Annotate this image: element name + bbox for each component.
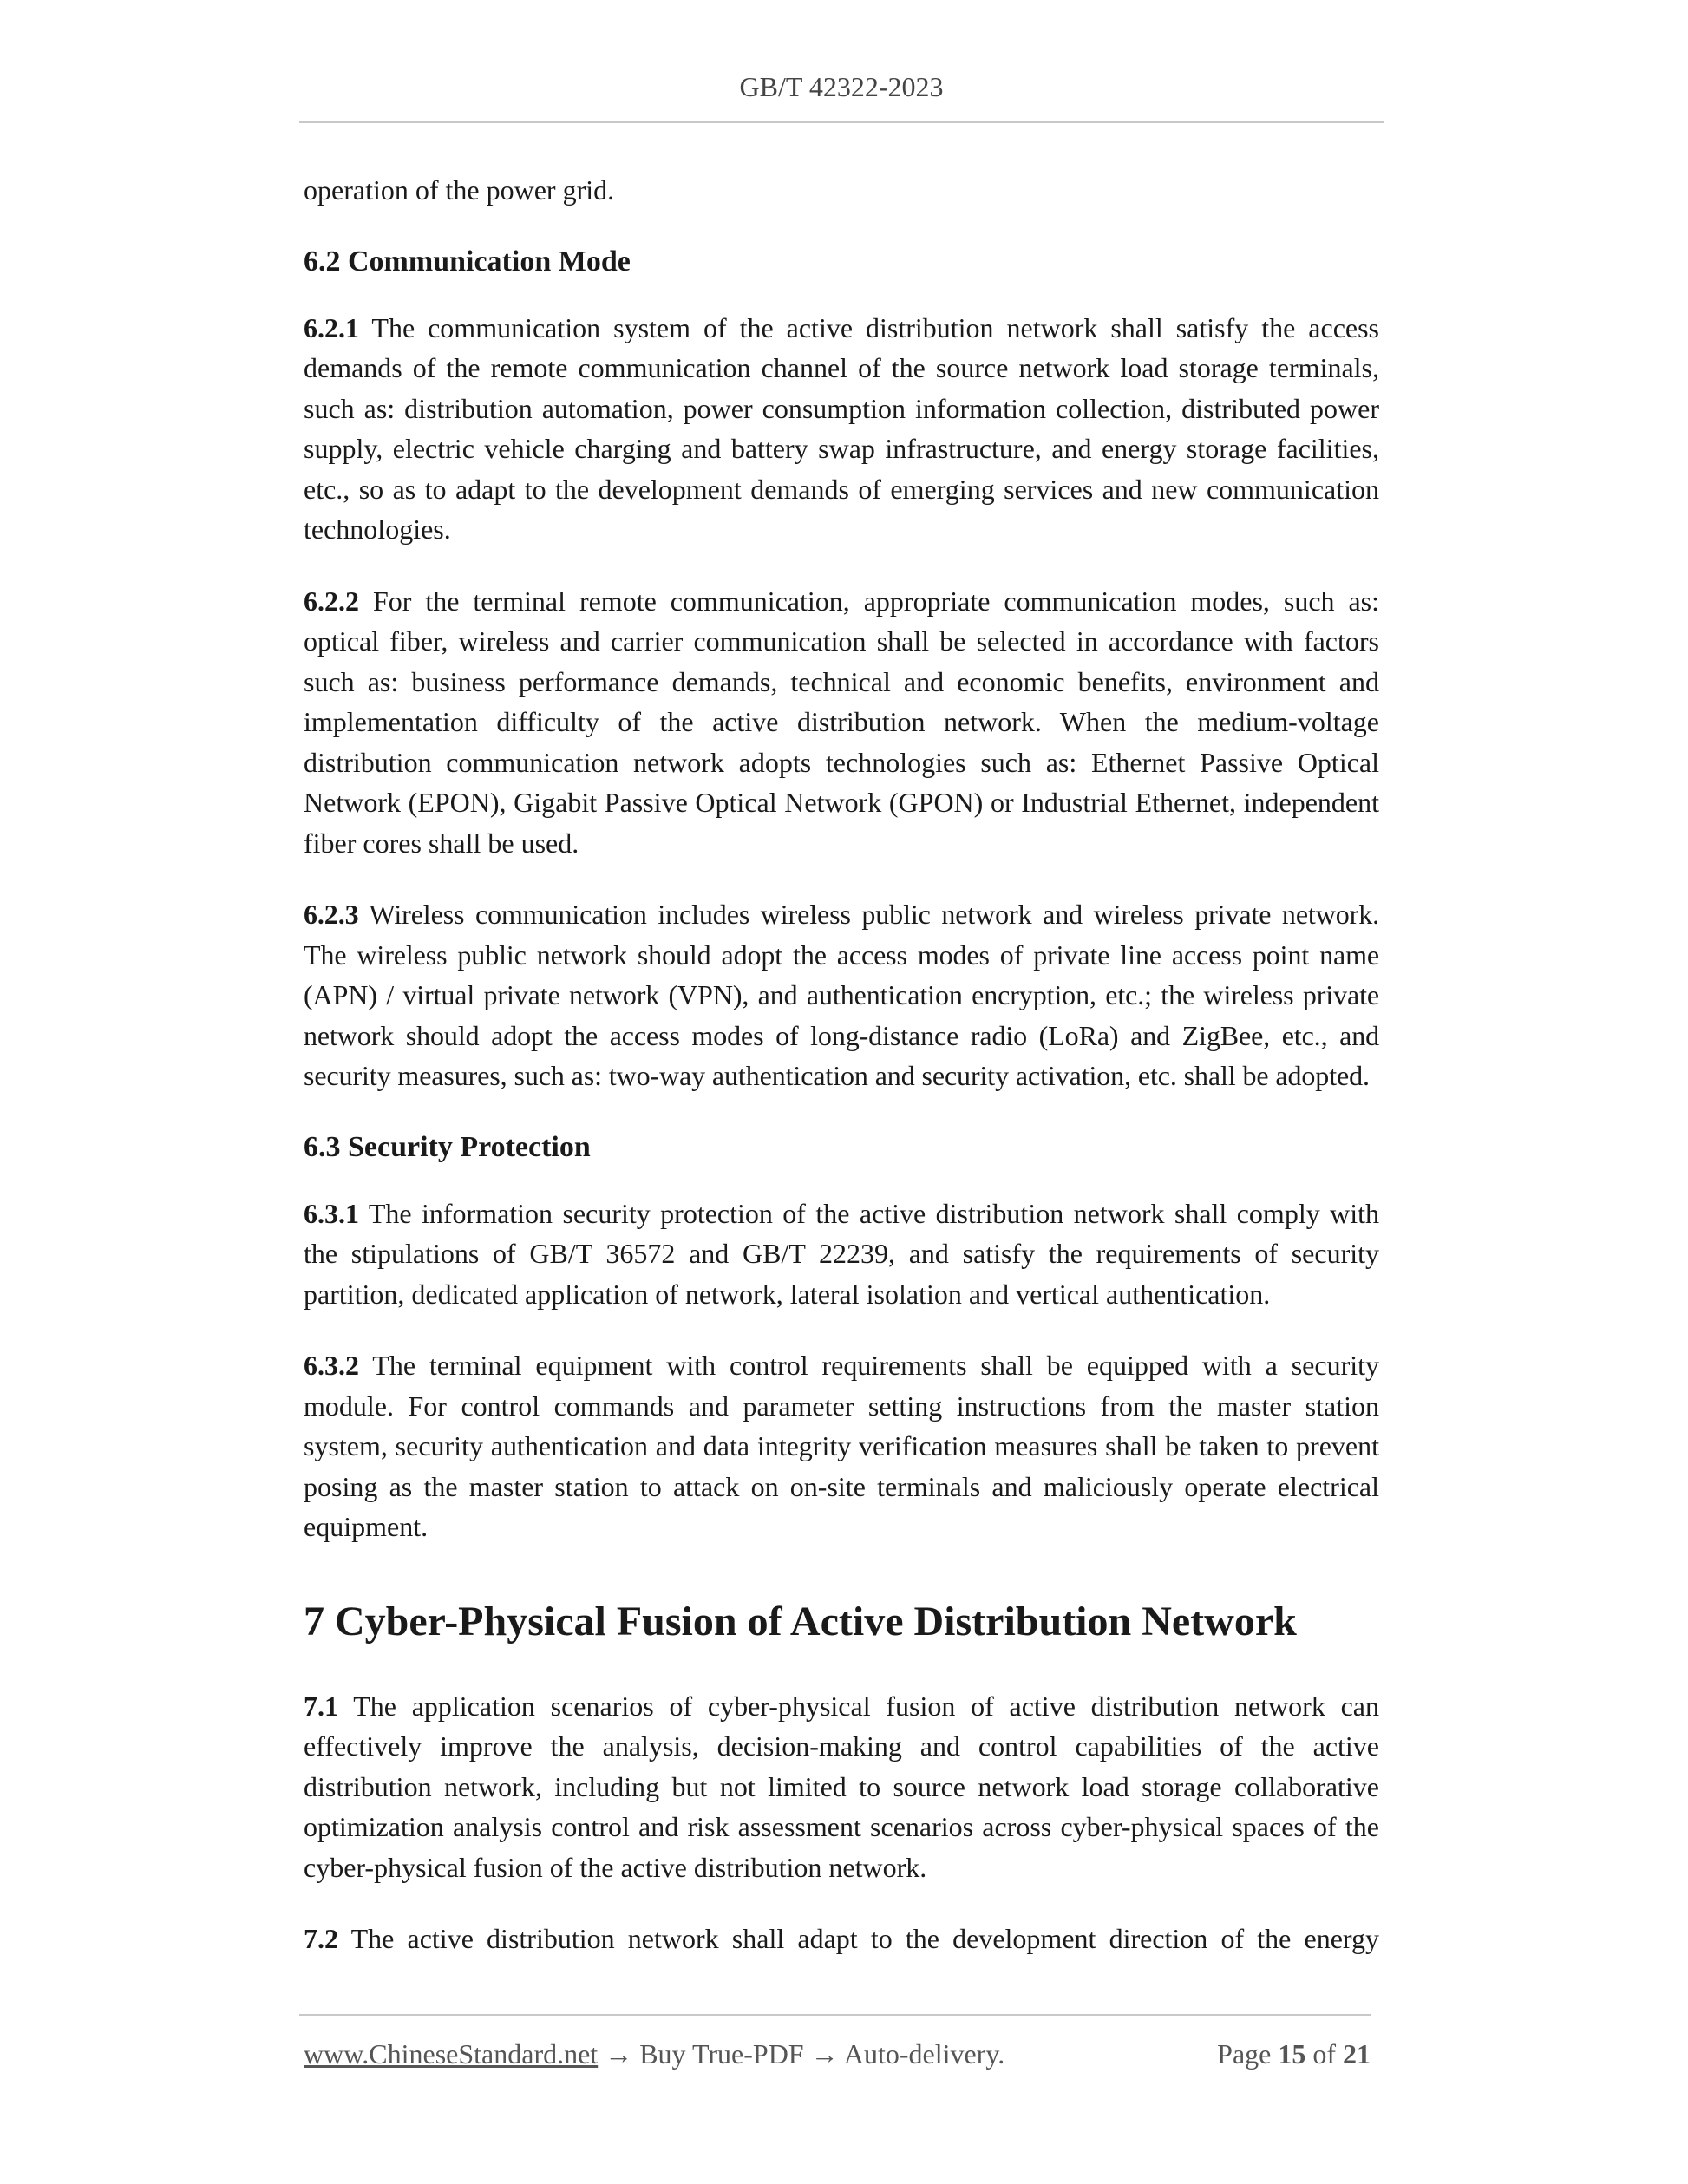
clause-6-2-3 <box>304 894 1379 1096</box>
page-total: 21 <box>1343 2038 1371 2070</box>
clause-text: The information security protection of the active distribution network shall comply with the stipulations of GB/T 36572 and GB/T 22239, and satisfy the requirements of security partition, dedicated application of network, lateral isolation and vertical authentication. <box>304 1197 1380 1310</box>
clause-6-3-1 <box>304 1193 1379 1315</box>
section-heading-6-3: 6.3 Security Protection <box>304 1130 591 1163</box>
clause-number: 6.2.2 <box>304 585 359 617</box>
website-link[interactable]: www.ChineseStandard.net <box>304 2038 599 2070</box>
clause-number: 7.1 <box>304 1690 338 1722</box>
clause-7-1 <box>304 1686 1379 1888</box>
clause-number: 6.2.1 <box>304 311 359 343</box>
arrow-right-icon: → <box>605 2038 633 2070</box>
clause-number: 6.3.1 <box>304 1197 359 1229</box>
clause-6-2-2 <box>304 581 1379 864</box>
clause-text: The communication system of the active distribution network shall satisfy the access demands of the remote communication channel of the source network load storage terminals, such as: distribution automation, power consumption information collection, distributed power supply, electric vehicle charging and battery swap infrastructure, and energy storage facilities, etc., so as to adapt to the development demands of emerging services and new communication technologies. <box>304 311 1380 545</box>
clause-number: 7.2 <box>304 1923 338 1954</box>
clause-text: Wireless communication includes wireless public network and wireless private network. The wireless public network should adopt the access modes of private line access point name (APN) / virtual private network (VPN), and authentication encryption, etc.; the wireless private network should adopt the access modes of long-distance radio (LoRa) and ZigBee, etc., and security measures, such as: two-way authentication and security activation, etc. shall be adopted. <box>304 899 1379 1091</box>
clause-text: The terminal equipment with control requirements shall be equipped with a security module. For control commands and parameter setting instructions from the master station system, security authentication and data integrity verification measures shall be taken to prevent posing as the master station to attack on on-site terminals and maliciously operate electrical equipment. <box>304 1350 1380 1542</box>
document-body <box>304 170 1379 1991</box>
page-label: Page <box>1217 2038 1272 2070</box>
section-heading-6-2: 6.2 Communication Mode <box>304 245 631 278</box>
clause-text: The application scenarios of cyber-physical fusion of active distribution network can effectively improve the analysis, decision-making and control capabilities of the active distribution network, including but not limited to source network load storage collaborative optimization analysis control and risk assessment scenarios across cyber-physical spaces of the cyber-physical fusion of the active distribution network. <box>304 1690 1380 1883</box>
buy-pdf-text: Buy True-PDF <box>639 2038 804 2070</box>
clause-6-2-1 <box>304 308 1379 550</box>
footer-divider <box>299 2014 1371 2016</box>
clause-text: The active distribution network shall adapt to the development direction of the energy <box>350 1923 1380 1954</box>
page-number <box>1217 2035 1371 2073</box>
clause-text: For the terminal remote communication, appropriate communication modes, such as: optical fiber, wireless and carrier communication shall be selected in accordance with factors such as: business performance demands, technical and economic benefits, environment and implementation difficulty of the active distribution network. When the medium-voltage distribution communication network adopts technologies such as: Ethernet Passive Optical Network (EPON), Gigabit Passive Optical Network (GPON) or Industrial Ethernet, independent fiber cores shall be used. <box>304 585 1380 859</box>
continued-paragraph: operation of the power grid. <box>304 174 615 206</box>
header-divider <box>299 121 1384 123</box>
clause-number: 6.2.3 <box>304 899 359 930</box>
clause-number: 6.3.2 <box>304 1350 359 1381</box>
clause-7-2 <box>304 1919 1379 1959</box>
arrow-right-icon: → <box>810 2038 839 2070</box>
page-current: 15 <box>1278 2038 1306 2070</box>
clause-6-3-2 <box>304 1345 1379 1547</box>
footer-promo <box>304 2035 1004 2073</box>
page-header-doc-id: GB/T 42322-2023 <box>739 71 944 102</box>
of-label: of <box>1312 2038 1336 2070</box>
auto-delivery-text: Auto-delivery. <box>843 2038 1005 2070</box>
chapter-heading-7: 7 Cyber-Physical Fusion of Active Distribution Network <box>304 1598 1297 1645</box>
